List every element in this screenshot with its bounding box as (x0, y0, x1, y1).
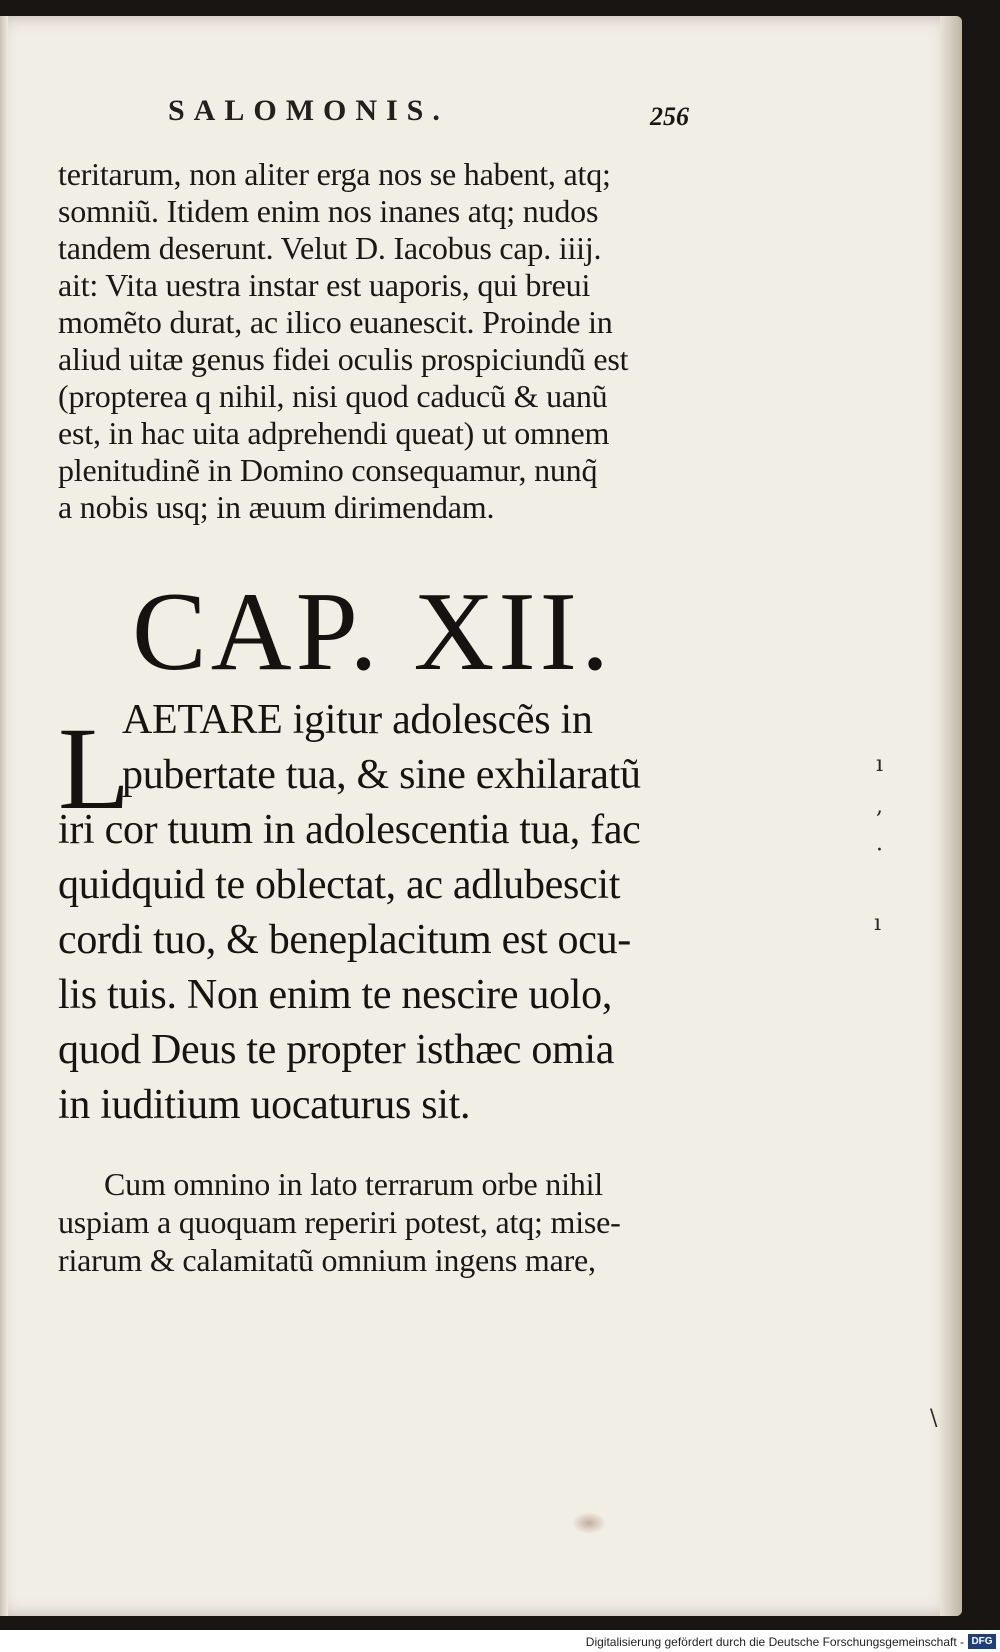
chapter-heading: CAP. XII. (132, 570, 613, 694)
page-gutter (0, 16, 8, 1616)
text-line: in iuditium uocaturus sit. (58, 1082, 471, 1128)
paper-stain (572, 1512, 606, 1534)
paper-speck: \ (930, 1406, 938, 1431)
drop-cap: L (58, 703, 131, 834)
text-line: (propterea q nihil, nisi quod caducũ & uanũ (58, 378, 608, 414)
text-line: aliud uitæ genus fidei oculis prospiciundũ est (58, 341, 629, 377)
text-line: iri cor tuum in adolescentia tua, fac (58, 807, 641, 853)
text-line: momẽto durat, ac ilico euanescit. Proinde in (58, 304, 613, 340)
bleed-through-mark: , (876, 794, 883, 819)
text-line: plenitudinẽ in Domino consequamur, nunq̃ (58, 452, 598, 488)
running-head: SALOMONIS. (168, 94, 449, 127)
text-line: pubertate tua, & sine exhilaratũ (122, 752, 641, 798)
bleed-through-mark: ı (874, 911, 882, 936)
bleed-through-mark: · (876, 838, 883, 863)
footer-credit: Digitalisierung gefördert durch die Deutsche Forschungsgemeinschaft - (585, 1635, 964, 1649)
text-line: cordi tuo, & beneplacitum est ocu- (58, 917, 631, 963)
text-line: lis tuis. Non enim te nescire uolo, (58, 972, 613, 1018)
text-line: quod Deus te propter isthæc omia (58, 1027, 615, 1073)
bleed-through-mark: ı (876, 752, 884, 777)
text-line: ait: Vita uestra instar est uaporis, qui breui (58, 267, 591, 303)
page-edge (940, 16, 962, 1616)
text-line: AETARE igitur adolescẽs in (122, 697, 593, 743)
text-line: riarum & calamitatũ omnium ingens mare, (58, 1242, 596, 1278)
text-line: quidquid te oblectat, ac adlubescit (58, 862, 621, 908)
page-number: 256 (650, 102, 689, 131)
text-line: tandem deserunt. Velut D. Iacobus cap. iiij. (58, 230, 602, 266)
text-line: Cum omnino in lato terrarum orbe nihil (104, 1166, 603, 1202)
dfg-logo: DFG (968, 1634, 996, 1649)
text-line: uspiam a quoquam reperiri potest, atq; mise- (58, 1204, 621, 1240)
text-line: somniũ. Itidem enim nos inanes atq; nudos (58, 193, 599, 229)
digitization-footer (0, 1630, 1000, 1652)
text-line: teritarum, non aliter erga nos se habent, atq; (58, 156, 611, 192)
text-line: a nobis usq; in æuum dirimendam. (58, 489, 495, 525)
book-page (0, 16, 962, 1616)
text-line: est, in hac uita adprehendi queat) ut omnem (58, 415, 610, 451)
